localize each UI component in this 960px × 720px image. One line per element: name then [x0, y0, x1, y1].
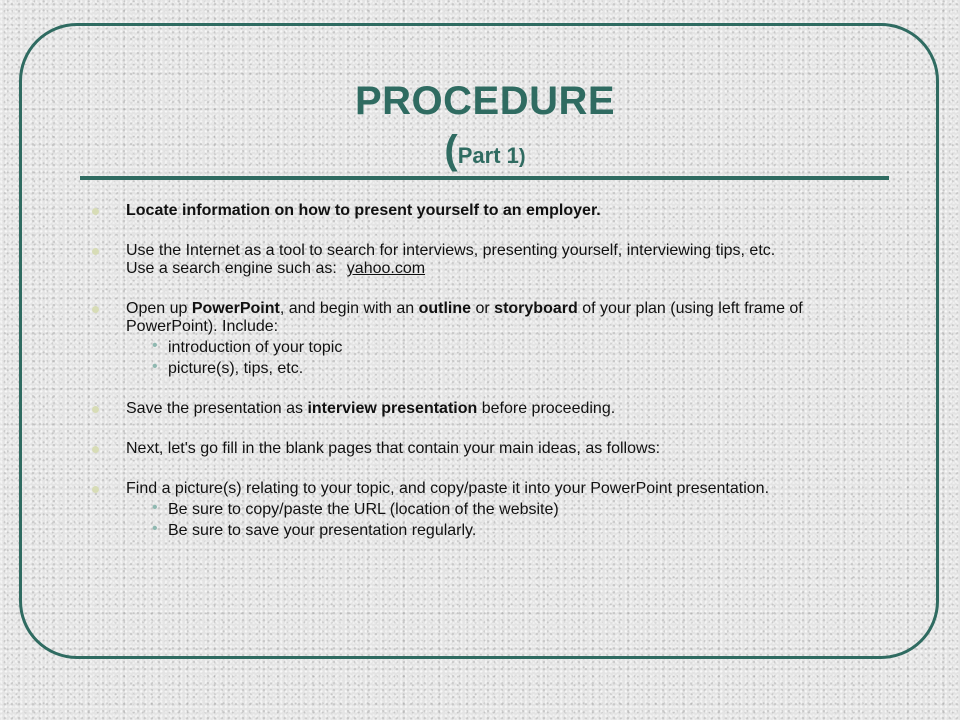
bullet-text-bold: interview presentation: [307, 400, 478, 417]
title-procedure: PROCEDURE: [354, 79, 616, 123]
bullet-text: Next, let's go fill in the blank pages that contain your main ideas, as follows:: [126, 440, 661, 457]
title-part-text: Part 1: [457, 143, 519, 168]
bullet-dot-icon: [92, 208, 99, 215]
sub-bullet-item: [126, 501, 890, 519]
bullet-item-2: [90, 242, 890, 278]
bullet-text-search-prefix: Use a search engine such as:: [126, 260, 337, 277]
sub-bullet-item: [126, 339, 890, 357]
bullet-text-part: of your plan (using left frame of PowerPoint). Include:: [126, 300, 803, 335]
bullet-text-bold: storyboard: [494, 300, 578, 317]
bullet-dot-icon: [92, 446, 99, 453]
bullet-item-3: [90, 300, 890, 378]
bullet-text-bold: PowerPoint: [191, 300, 280, 317]
title-open-paren: (: [444, 128, 458, 172]
sub-bullet-text: picture(s), tips, etc.: [168, 360, 304, 377]
sub-bullet-icon: •: [152, 499, 158, 516]
bullet-list: [90, 202, 890, 562]
bullet-text: Use the Internet as a tool to search for interviews, presenting yourself, interviewing tips, etc.: [126, 242, 776, 259]
bullet-dot-icon: [92, 248, 99, 255]
title-divider: [80, 176, 889, 180]
bullet-text-part: , and begin with an: [279, 300, 419, 317]
bullet-item-1: [90, 202, 890, 220]
bullet-dot-icon: [92, 486, 99, 493]
yahoo-link[interactable]: yahoo.com: [346, 260, 426, 277]
bullet-text-part: Open up: [126, 300, 192, 317]
sub-bullet-text: introduction of your topic: [168, 339, 343, 356]
sub-bullet-icon: •: [152, 358, 158, 375]
bullet-dot-icon: [92, 406, 99, 413]
sub-bullet-item: [126, 522, 890, 540]
sub-bullet-icon: •: [152, 520, 158, 537]
sub-bullet-item: [126, 360, 890, 378]
bullet-item-5: [90, 440, 890, 458]
slide-title: [80, 78, 890, 183]
title-part: [80, 126, 890, 183]
bullet-text: Find a picture(s) relating to your topic, and copy/paste it into your PowerPoint presentation.: [126, 480, 770, 497]
sub-bullet-text: Be sure to save your presentation regularly.: [168, 522, 477, 539]
bullet-text-part: or: [471, 300, 495, 317]
bullet-text-part: before proceeding.: [477, 400, 616, 417]
sub-bullet-text: Be sure to copy/paste the URL (location of the website): [168, 501, 559, 518]
sub-bullet-icon: •: [152, 337, 158, 354]
bullet-dot-icon: [92, 306, 99, 313]
bullet-item-4: [90, 400, 890, 418]
bullet-item-6: [90, 480, 890, 540]
bullet-text: Locate information on how to present yourself to an employer.: [126, 202, 601, 219]
title-close-paren: ): [518, 146, 526, 168]
bullet-text-bold: outline: [418, 300, 472, 317]
bullet-text-part: Save the presentation as: [126, 400, 308, 417]
